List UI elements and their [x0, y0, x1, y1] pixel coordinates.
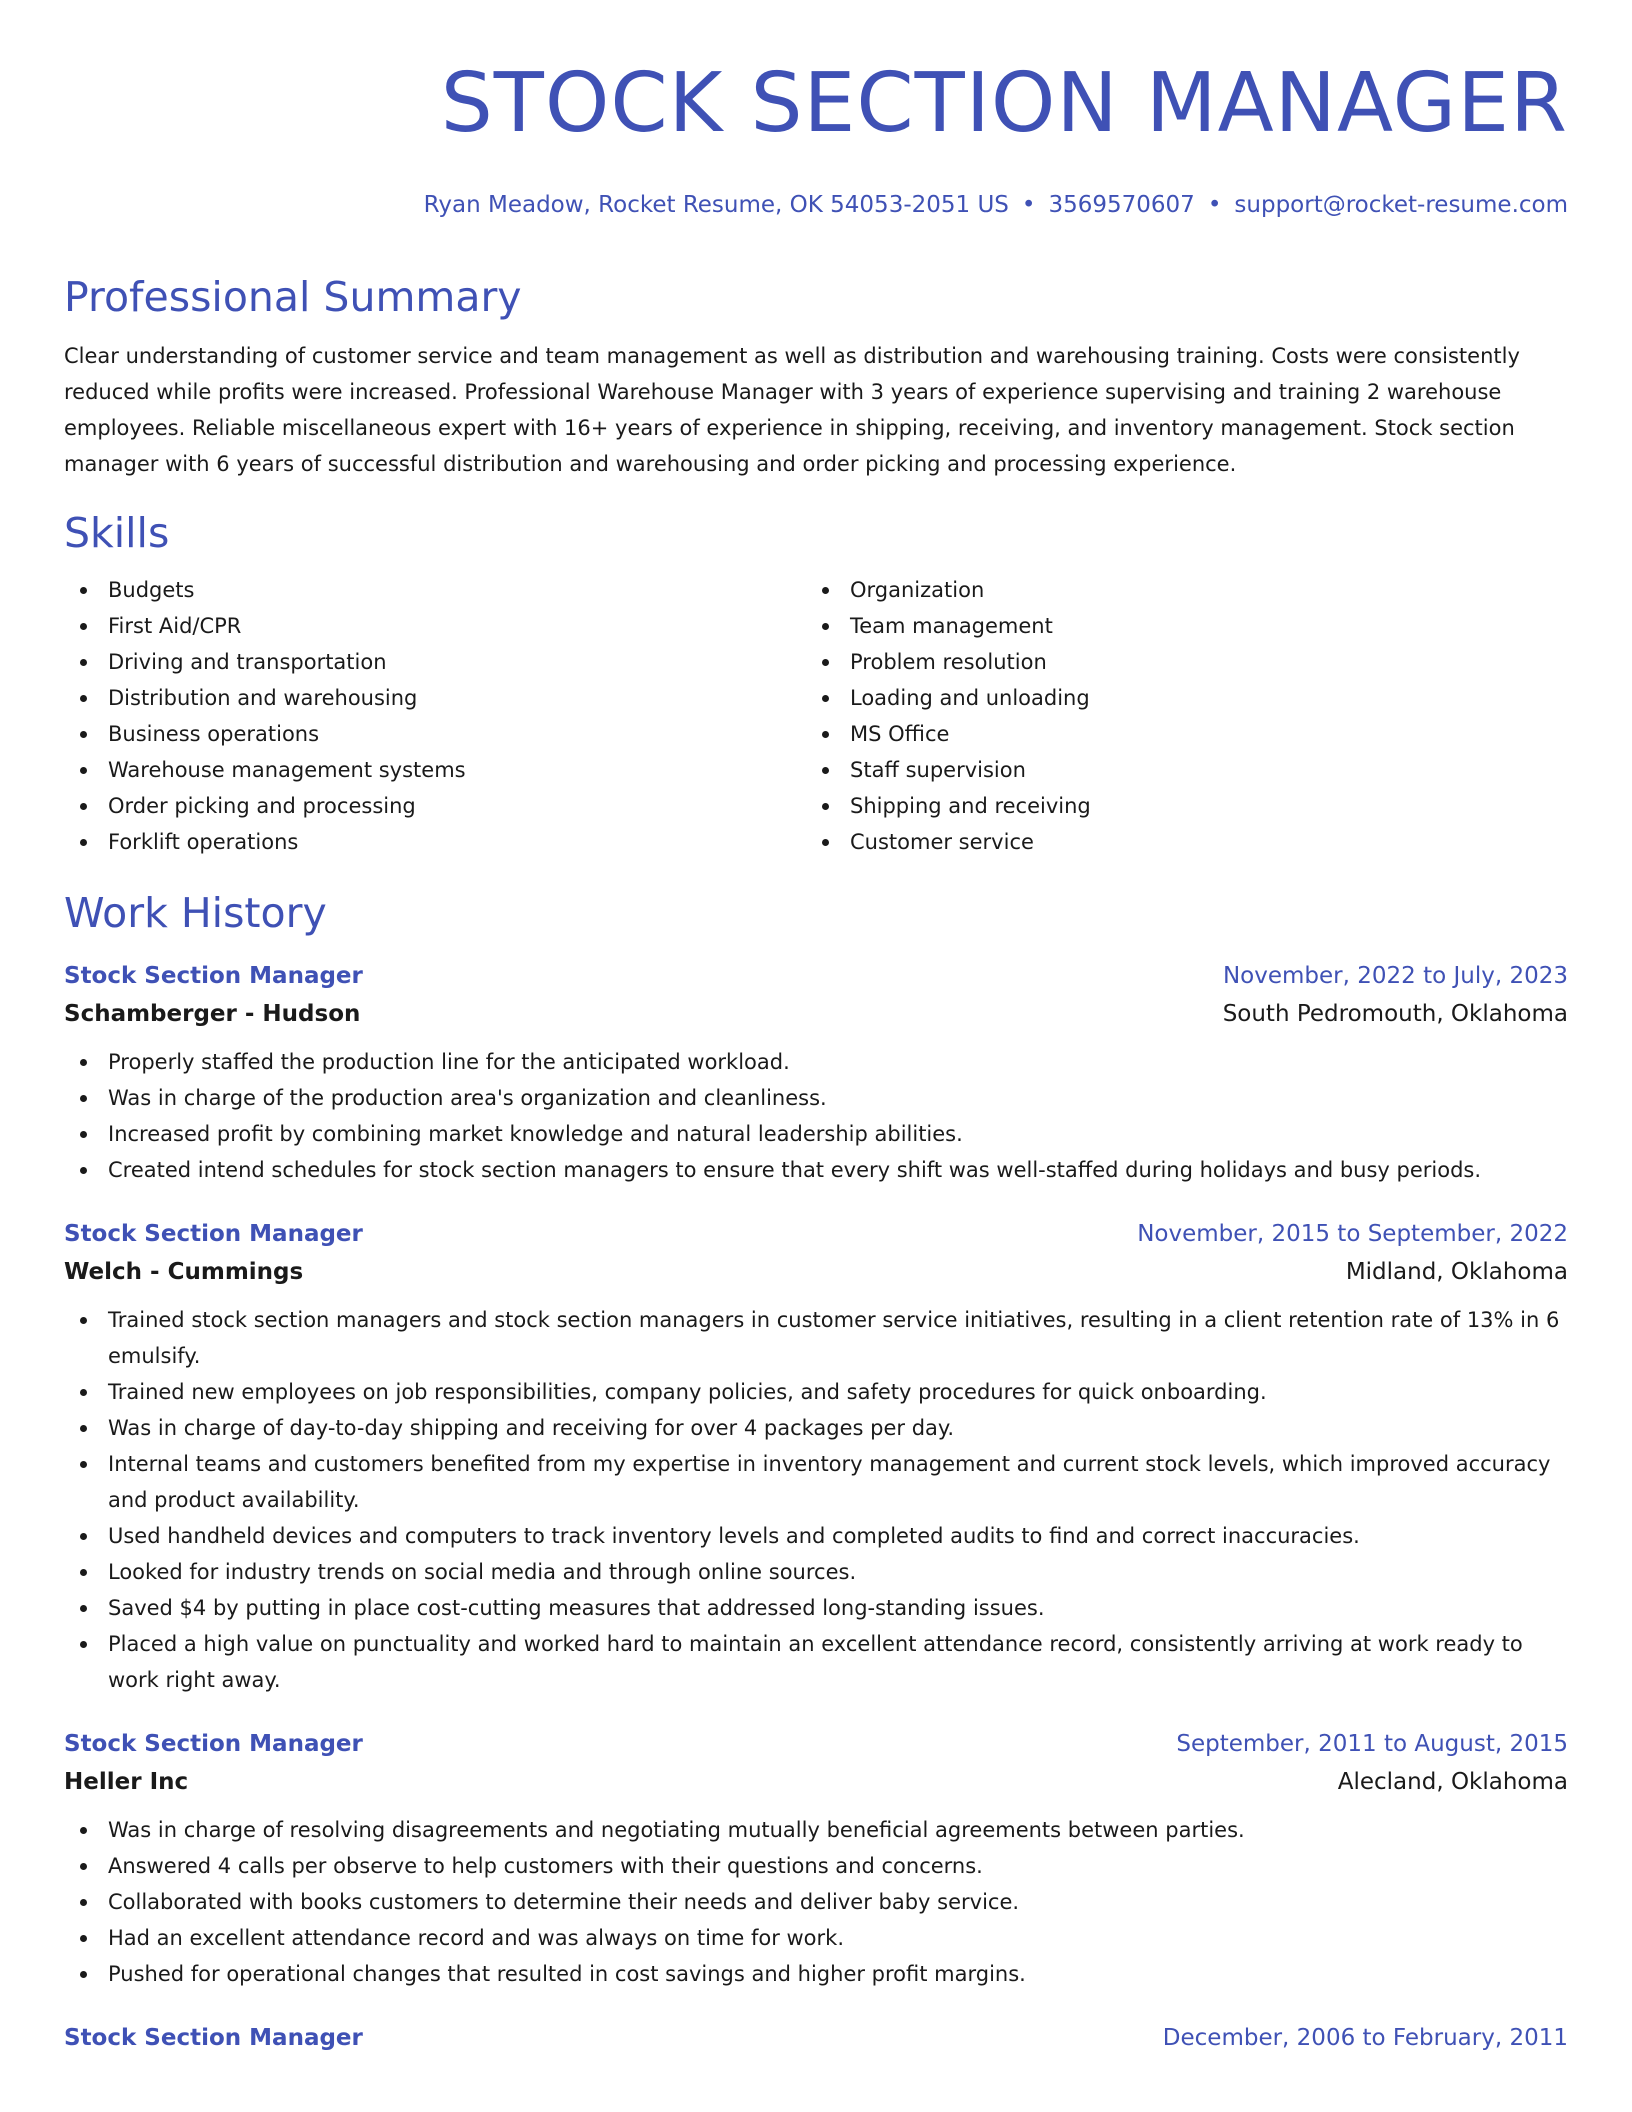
skill-item: Warehouse management systems	[64, 752, 806, 788]
work-history-section	[64, 888, 1568, 2056]
job-bullet: Properly staffed the production line for the anticipated workload.	[64, 1044, 1568, 1080]
job-location: Midland, Oklahoma	[1345, 1259, 1568, 1285]
skill-item: Driving and transportation	[64, 644, 806, 680]
job-company-row	[64, 994, 1568, 1034]
resume-header	[64, 56, 1568, 220]
job-company: Heller Inc	[64, 1769, 189, 1795]
resume-title: STOCK SECTION MANAGER	[440, 56, 1568, 151]
job-bullet: Answered 4 calls per observe to help customers with their questions and concerns.	[64, 1848, 1568, 1884]
summary-section	[64, 272, 1568, 482]
job-location: South Pedromouth, Oklahoma	[1222, 1001, 1568, 1027]
job-bullet: Trained new employees on job responsibilities, company policies, and safety procedures for quick onboarding.	[64, 1374, 1568, 1410]
job-entry	[64, 958, 1568, 1188]
job-dates: December, 2006 to February, 2011	[1162, 2025, 1568, 2051]
job-bullet: Was in charge of the production area's organization and cleanliness.	[64, 1080, 1568, 1116]
skills-column-right	[806, 572, 1548, 860]
work-history-heading: Work History	[64, 889, 327, 937]
job-title: Stock Section Manager	[64, 1731, 363, 1757]
job-entry	[64, 2020, 1568, 2056]
job-bullets	[64, 1302, 1568, 1698]
job-title-row	[64, 958, 1568, 994]
contact-separator: •	[1207, 192, 1222, 218]
job-bullet: Saved $4 by putting in place cost-cutting measures that addressed long-standing issues.	[64, 1590, 1568, 1626]
skills-columns	[64, 572, 1568, 860]
job-title: Stock Section Manager	[64, 1221, 363, 1247]
contact-email[interactable]: support@rocket-resume.com	[1234, 192, 1568, 218]
job-dates: November, 2022 to July, 2023	[1222, 963, 1568, 989]
job-title-row	[64, 2020, 1568, 2056]
skill-item: First Aid/CPR	[64, 608, 806, 644]
job-bullet: Was in charge of day-to-day shipping and receiving for over 4 packages per day.	[64, 1410, 1568, 1446]
job-bullets	[64, 1044, 1568, 1188]
skill-item: Budgets	[64, 572, 806, 608]
job-company: Schamberger - Hudson	[64, 1001, 361, 1027]
skills-list-right	[806, 572, 1548, 860]
job-bullet: Had an excellent attendance record and was always on time for work.	[64, 1920, 1568, 1956]
job-dates: November, 2015 to September, 2022	[1137, 1221, 1568, 1247]
job-bullet: Pushed for operational changes that resulted in cost savings and higher profit margins.	[64, 1956, 1568, 1992]
job-bullet: Collaborated with books customers to determine their needs and deliver baby service.	[64, 1884, 1568, 1920]
contact-address: Ryan Meadow, Rocket Resume, OK 54053-2051 US	[423, 192, 1009, 218]
skill-item: Shipping and receiving	[806, 788, 1548, 824]
contact-line	[64, 190, 1568, 220]
job-title: Stock Section Manager	[64, 2025, 363, 2051]
job-entry	[64, 1216, 1568, 1698]
job-bullet: Created intend schedules for stock section managers to ensure that every shift was well-staffed during holidays and busy periods.	[64, 1152, 1568, 1188]
job-bullet: Looked for industry trends on social media and through online sources.	[64, 1554, 1568, 1590]
skill-item: Problem resolution	[806, 644, 1548, 680]
job-bullet: Trained stock section managers and stock section managers in customer service initiatives, resulting in a client retention rate of 13% in 6 emulsify.	[64, 1302, 1568, 1374]
job-title: Stock Section Manager	[64, 963, 363, 989]
skill-item: Staff supervision	[806, 752, 1548, 788]
job-bullet: Internal teams and customers benefited from my expertise in inventory management and current stock levels, which improved accuracy and product availability.	[64, 1446, 1568, 1518]
skills-list-left	[64, 572, 806, 860]
contact-phone: 3569570607	[1048, 192, 1195, 218]
job-title-row	[64, 1216, 1568, 1252]
contact-separator: •	[1021, 192, 1036, 218]
skills-heading: Skills	[64, 509, 170, 557]
job-bullet: Placed a high value on punctuality and worked hard to maintain an excellent attendance record, consistently arriving at work ready to work right away.	[64, 1626, 1568, 1698]
job-bullet: Increased profit by combining market knowledge and natural leadership abilities.	[64, 1116, 1568, 1152]
skill-item: Customer service	[806, 824, 1548, 860]
skill-item: Business operations	[64, 716, 806, 752]
summary-heading: Professional Summary	[64, 273, 522, 321]
job-dates: September, 2011 to August, 2015	[1176, 1731, 1568, 1757]
job-location: Alecland, Oklahoma	[1337, 1769, 1568, 1795]
summary-text: Clear understanding of customer service and team management as well as distribution and warehousing training. Costs were consistently reduced while profits were increased. Professional Warehouse Manager with 3 years of experience supervising and training 2 warehouse employees. Reliable miscellaneous expert with 16+ years of experience in shipping, receiving, and inventory management. Stock section manager with 6 years of successful distribution and warehousing and order picking and processing experience.	[64, 344, 1520, 476]
job-bullet: Was in charge of resolving disagreements and negotiating mutually beneficial agreements between parties.	[64, 1812, 1568, 1848]
job-entry	[64, 1726, 1568, 1992]
job-bullet: Used handheld devices and computers to track inventory levels and completed audits to find and correct inaccuracies.	[64, 1518, 1568, 1554]
skill-item: Distribution and warehousing	[64, 680, 806, 716]
skill-item: Loading and unloading	[806, 680, 1548, 716]
skill-item: Organization	[806, 572, 1548, 608]
job-company-row	[64, 1762, 1568, 1802]
job-company-row	[64, 1252, 1568, 1292]
skill-item: Forklift operations	[64, 824, 806, 860]
job-bullets	[64, 1812, 1568, 1992]
skill-item: Order picking and processing	[64, 788, 806, 824]
job-title-row	[64, 1726, 1568, 1762]
skill-item: MS Office	[806, 716, 1548, 752]
skill-item: Team management	[806, 608, 1548, 644]
job-company: Welch - Cummings	[64, 1259, 304, 1285]
skills-column-left	[64, 572, 806, 860]
skills-section	[64, 508, 1568, 860]
